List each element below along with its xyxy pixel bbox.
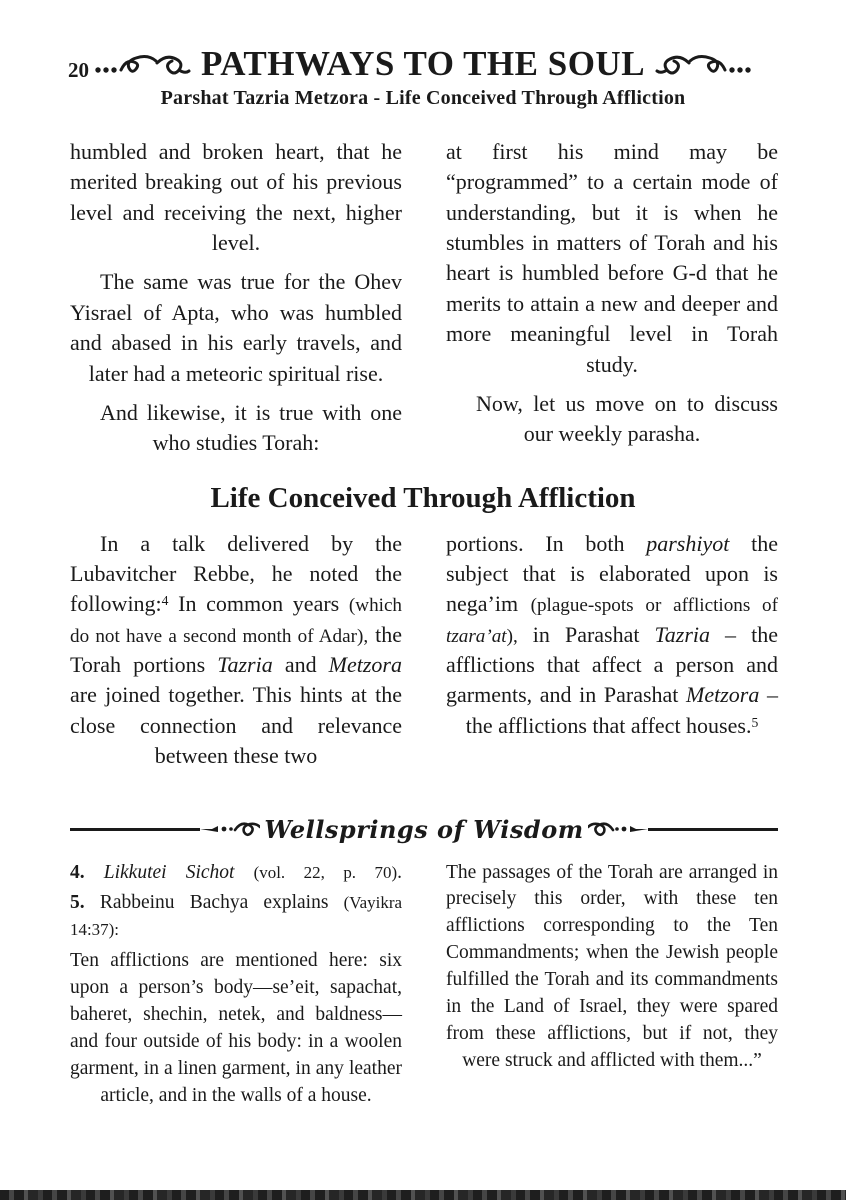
paragraph: at first his mind may be “programmed” to a certain mode of understanding, but it is when he stumbles in matters of Torah and his heart is humbled before G-d that he merits to attain a new and deeper and more meaningful level in Torah study. [446, 139, 778, 377]
divider-rule-right [648, 828, 778, 831]
paragraph: The same was true for the Ohev Yisrael of Apta, who was humbled and abased in his early travels, and later had a meteoric spiritual rise. [70, 269, 402, 386]
divider-rule-left [70, 828, 200, 831]
paragraph: In a talk delivered by the Lubavitcher Rebbe, he noted the following:$^4$ In common years (which do not have a second month of Adar), the Torah portions Tazria and Metzora are joined together. This hints at the close connection and relevance between these two [70, 530, 402, 769]
section-right-column [446, 529, 778, 781]
footnote-4: 4. Likkutei Sichot (vol. 22, p. 70). [70, 861, 403, 883]
page-number: 20 [68, 58, 89, 82]
footnote-left-column [70, 860, 402, 1114]
page-header [0, 0, 846, 110]
title-row [0, 44, 846, 84]
wellsprings-label: Wellsprings of Wisdom [264, 814, 584, 844]
scroll-flourish-right-icon [653, 48, 753, 80]
section-left-column [70, 529, 402, 781]
footnote-continuation: The passages of the Torah are arranged in precisely this order, with these ten afflictions corresponding to the Ten Commandments; when the Jewish people fulfilled the Torah and its commandments in the Land of Israel, they were spared from these afflictions, but if not, they were struck and afflicted with them...” [446, 861, 778, 1071]
bottom-decoration-bar [0, 1190, 846, 1200]
section-heading: Life Conceived Through Affliction [210, 481, 636, 514]
footnote-right-column [446, 860, 778, 1114]
intro-right-column [446, 137, 778, 468]
book-title: PATHWAYS TO THE SOUL [200, 44, 646, 83]
intro-left-column [70, 137, 402, 468]
paragraph: Now, let us move on to discuss our weekly parasha. [476, 390, 778, 447]
scroll-flourish-left-icon [93, 48, 193, 80]
section-columns [0, 529, 846, 781]
wellsprings-divider [70, 815, 778, 844]
chapter-subtitle: Parshat Tazria Metzora - Life Conceived Through Affliction [160, 87, 686, 109]
divider-flourish-right-icon [588, 818, 648, 840]
footnote-5-body: Ten afflictions are mentioned here: six upon a person’s body—se’eit, sapachat, baheret, shechin, netek, and baldness—and four outside of his body: in a woolen garment, in a linen garment, in any leather article, and in the walls of a house. [70, 950, 402, 1106]
footnote-5-heading: 5. Rabbeinu Bachya explains (Vayikra 14:37): [70, 892, 402, 940]
intro-columns [0, 137, 846, 468]
paragraph: portions. In both parshiyot the subject that is elaborated upon is nega’im (plague-spots or afflictions of tzara’at), in Parashat Tazria – the afflictions that affect a person and garments, and in Parashat Metzora – the afflictions that affect houses.$^5$ [446, 530, 778, 738]
divider-flourish-left-icon [200, 818, 260, 840]
footnote-columns [0, 860, 846, 1114]
paragraph: humbled and broken heart, that he merited breaking out of his previous level and receiving the next, higher level. [70, 139, 402, 256]
paragraph: And likewise, it is true with one who studies Torah: [100, 399, 402, 456]
